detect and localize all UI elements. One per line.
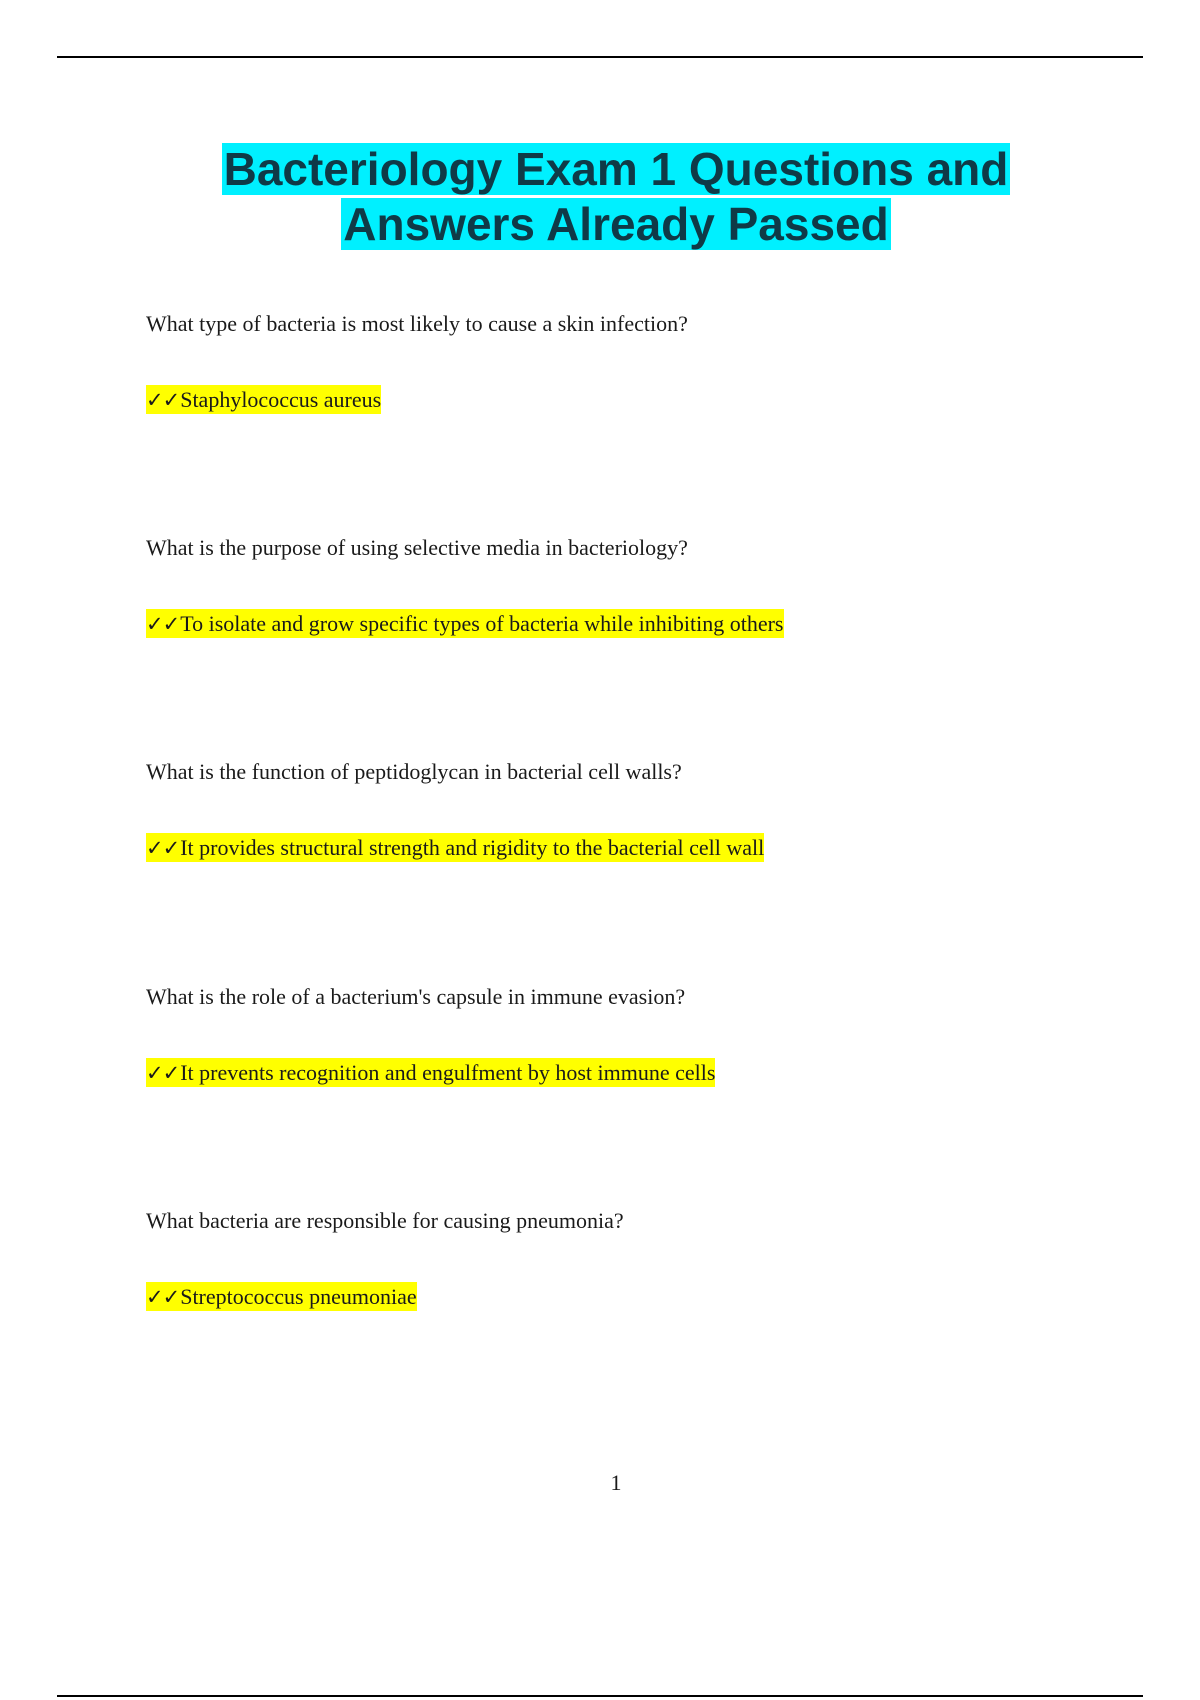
answer-text: Staphylococcus aureus xyxy=(180,387,382,412)
double-check-icon: ✓✓ xyxy=(146,1285,180,1309)
answer-text: It prevents recognition and engulfment by host immune cells xyxy=(180,1060,716,1085)
question-text: What is the function of peptidoglycan in bacterial cell walls? xyxy=(146,759,682,784)
answer-text: Streptococcus pneumoniae xyxy=(180,1284,417,1309)
answer-line xyxy=(146,834,1146,862)
question-text: What bacteria are responsible for causing pneumonia? xyxy=(146,1208,624,1233)
qa-item xyxy=(146,1207,1146,1311)
question-text: What is the role of a bacterium's capsule in immune evasion? xyxy=(146,984,686,1009)
qa-item xyxy=(146,534,1146,638)
answer-highlight xyxy=(146,1282,417,1311)
answer-text: It provides structural strength and rigidity to the bacterial cell wall xyxy=(180,835,765,860)
double-check-icon: ✓✓ xyxy=(146,612,180,636)
qa-item xyxy=(146,310,1146,414)
answer-line xyxy=(146,1059,1146,1087)
qa-item xyxy=(146,983,1146,1087)
title-line-2: Answers Already Passed xyxy=(343,198,889,250)
question-text: What type of bacteria is most likely to cause a skin infection? xyxy=(146,311,688,336)
answer-line xyxy=(146,1283,1146,1311)
double-check-icon: ✓✓ xyxy=(146,388,180,412)
answer-highlight xyxy=(146,1058,715,1087)
answer-text: To isolate and grow specific types of bacteria while inhibiting others xyxy=(180,611,784,636)
answer-highlight xyxy=(146,385,381,414)
document-title xyxy=(0,142,1200,252)
double-check-icon: ✓✓ xyxy=(146,836,180,860)
page-number: 1 xyxy=(610,1470,622,1495)
qa-item xyxy=(146,758,1146,862)
double-check-icon: ✓✓ xyxy=(146,1061,180,1085)
answer-line xyxy=(146,610,1146,638)
top-rule xyxy=(57,56,1143,58)
answer-highlight xyxy=(146,609,784,638)
title-line-1: Bacteriology Exam 1 Questions and xyxy=(223,143,1009,195)
question-text: What is the purpose of using selective media in bacteriology? xyxy=(146,535,688,560)
bottom-rule xyxy=(57,1695,1143,1697)
answer-line xyxy=(146,386,1146,414)
answer-highlight xyxy=(146,833,764,862)
